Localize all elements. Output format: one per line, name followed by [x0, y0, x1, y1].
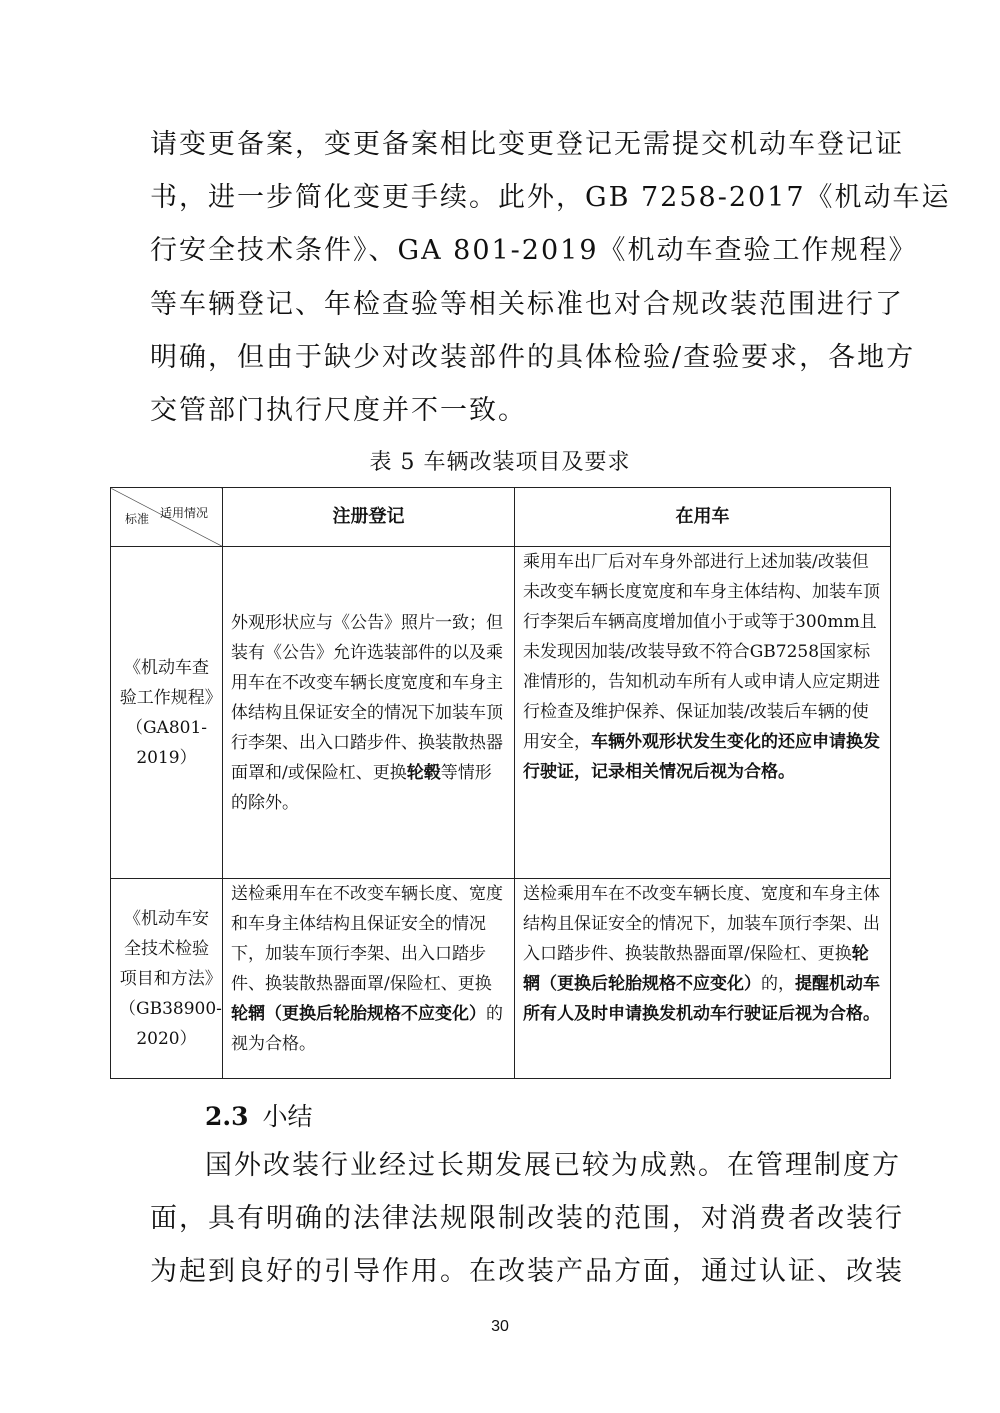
cell-bold-text: 轮辋（更换后轮胎规格不应变化） [523, 944, 869, 994]
cell-bold-text: 提醒机动车所有人及时申请换发机动车行驶证后视为合格。 [523, 974, 880, 1024]
paragraph-line: 明确，但由于缺少对改装部件的具体检验/查验要求，各地方 [150, 342, 916, 373]
table-row [111, 879, 891, 1079]
cell-text: 等情形的除外。 [231, 762, 492, 813]
paragraph-line: 交管部门执行尺度并不一致。 [150, 395, 527, 426]
cell-text: 外观形状应与《公告》照片一致；但装有《公告》允许选装部件的以及乘用车在不改变车辆长度宽度和车身主体结构且保证安全的情况下加装车顶行李架、出入口踏步件、换装散热器面罩和/或保险杠、更换 [231, 612, 503, 783]
in-use-cell [515, 547, 891, 879]
registration-cell [223, 879, 515, 1079]
header-registration: 注册登记 [223, 488, 515, 547]
header-standard-label: 标准 [125, 512, 150, 526]
section-heading [205, 1097, 313, 1133]
section-number: 2.3 [205, 1102, 249, 1131]
paragraph-line: 为起到良好的引导作用。在改装产品方面，通过认证、改装 [150, 1256, 904, 1287]
cell-text: 乘用车出厂后对车身外部进行上述加装/改装但未改变车辆长度宽度和车身主体结构、加装车顶行李架后车辆高度增加值小于或等于300mm且未发现因加装/改装导致不符合GB7258国家标准情形的，告知机动车所有人或申请人应定期进行检查及维护保养、保证加装/改装后车辆的使用安全， [523, 552, 880, 752]
cell-bold-text: 轮毂 [406, 762, 441, 783]
paragraph-line: 面，具有明确的法律法规限制改装的范围，对消费者改装行 [150, 1203, 904, 1234]
cell-text: 的， [761, 974, 795, 994]
table-caption: 表 5 车辆改装项目及要求 [369, 450, 631, 475]
registration-cell [223, 547, 515, 879]
header-in-use: 在用车 [515, 488, 891, 547]
paragraph-line: 行安全技术条件》、GA 801-2019《机动车查验工作规程》 [150, 235, 918, 266]
paragraph-line: 书，进一步简化变更手续。此外，GB 7258-2017《机动车运 [150, 182, 951, 213]
cell-text: 送检乘用车在不改变车辆长度、宽度和车身主体结构且保证安全的情况下，加装车顶行李架、出入口踏步件、换装散热器面罩/保险杠、更换 [231, 884, 503, 994]
cell-text: 的视为合格。 [231, 1004, 503, 1054]
cell-text: 送检乘用车在不改变车辆长度、宽度和车身主体结构且保证安全的情况下，加装车顶行李架、出入口踏步件、换装散热器面罩/保险杠、更换 [523, 884, 880, 964]
cell-bold-text: 轮辋（更换后轮胎规格不应变化） [231, 1004, 486, 1024]
table-row [111, 547, 891, 879]
standard-cell: 《机动车查验工作规程》（GA801-2019） [111, 547, 223, 879]
paragraph-line: 请变更备案，变更备案相比变更登记无需提交机动车登记证 [150, 129, 904, 160]
section-title: 小结 [262, 1102, 313, 1131]
in-use-cell [515, 879, 891, 1079]
header-applicable-label: 适用情况 [159, 506, 208, 520]
cell-bold-text: 车辆外观形状发生变化的还应申请换发行驶证，记录相关情况后视为合格。 [523, 732, 880, 782]
paragraph-line: 国外改装行业经过长期发展已较为成熟。在管理制度方 [205, 1150, 901, 1181]
modification-requirements-table [110, 487, 891, 1079]
page-number: 30 [491, 1318, 509, 1335]
paragraph-line: 等车辆登记、年检查验等相关标准也对合规改装范围进行了 [150, 289, 904, 320]
standard-cell: 《机动车安全技术检验项目和方法》（GB38900-2020） [111, 879, 223, 1079]
diagonal-header-cell [111, 488, 223, 547]
table-header-row [111, 488, 891, 547]
